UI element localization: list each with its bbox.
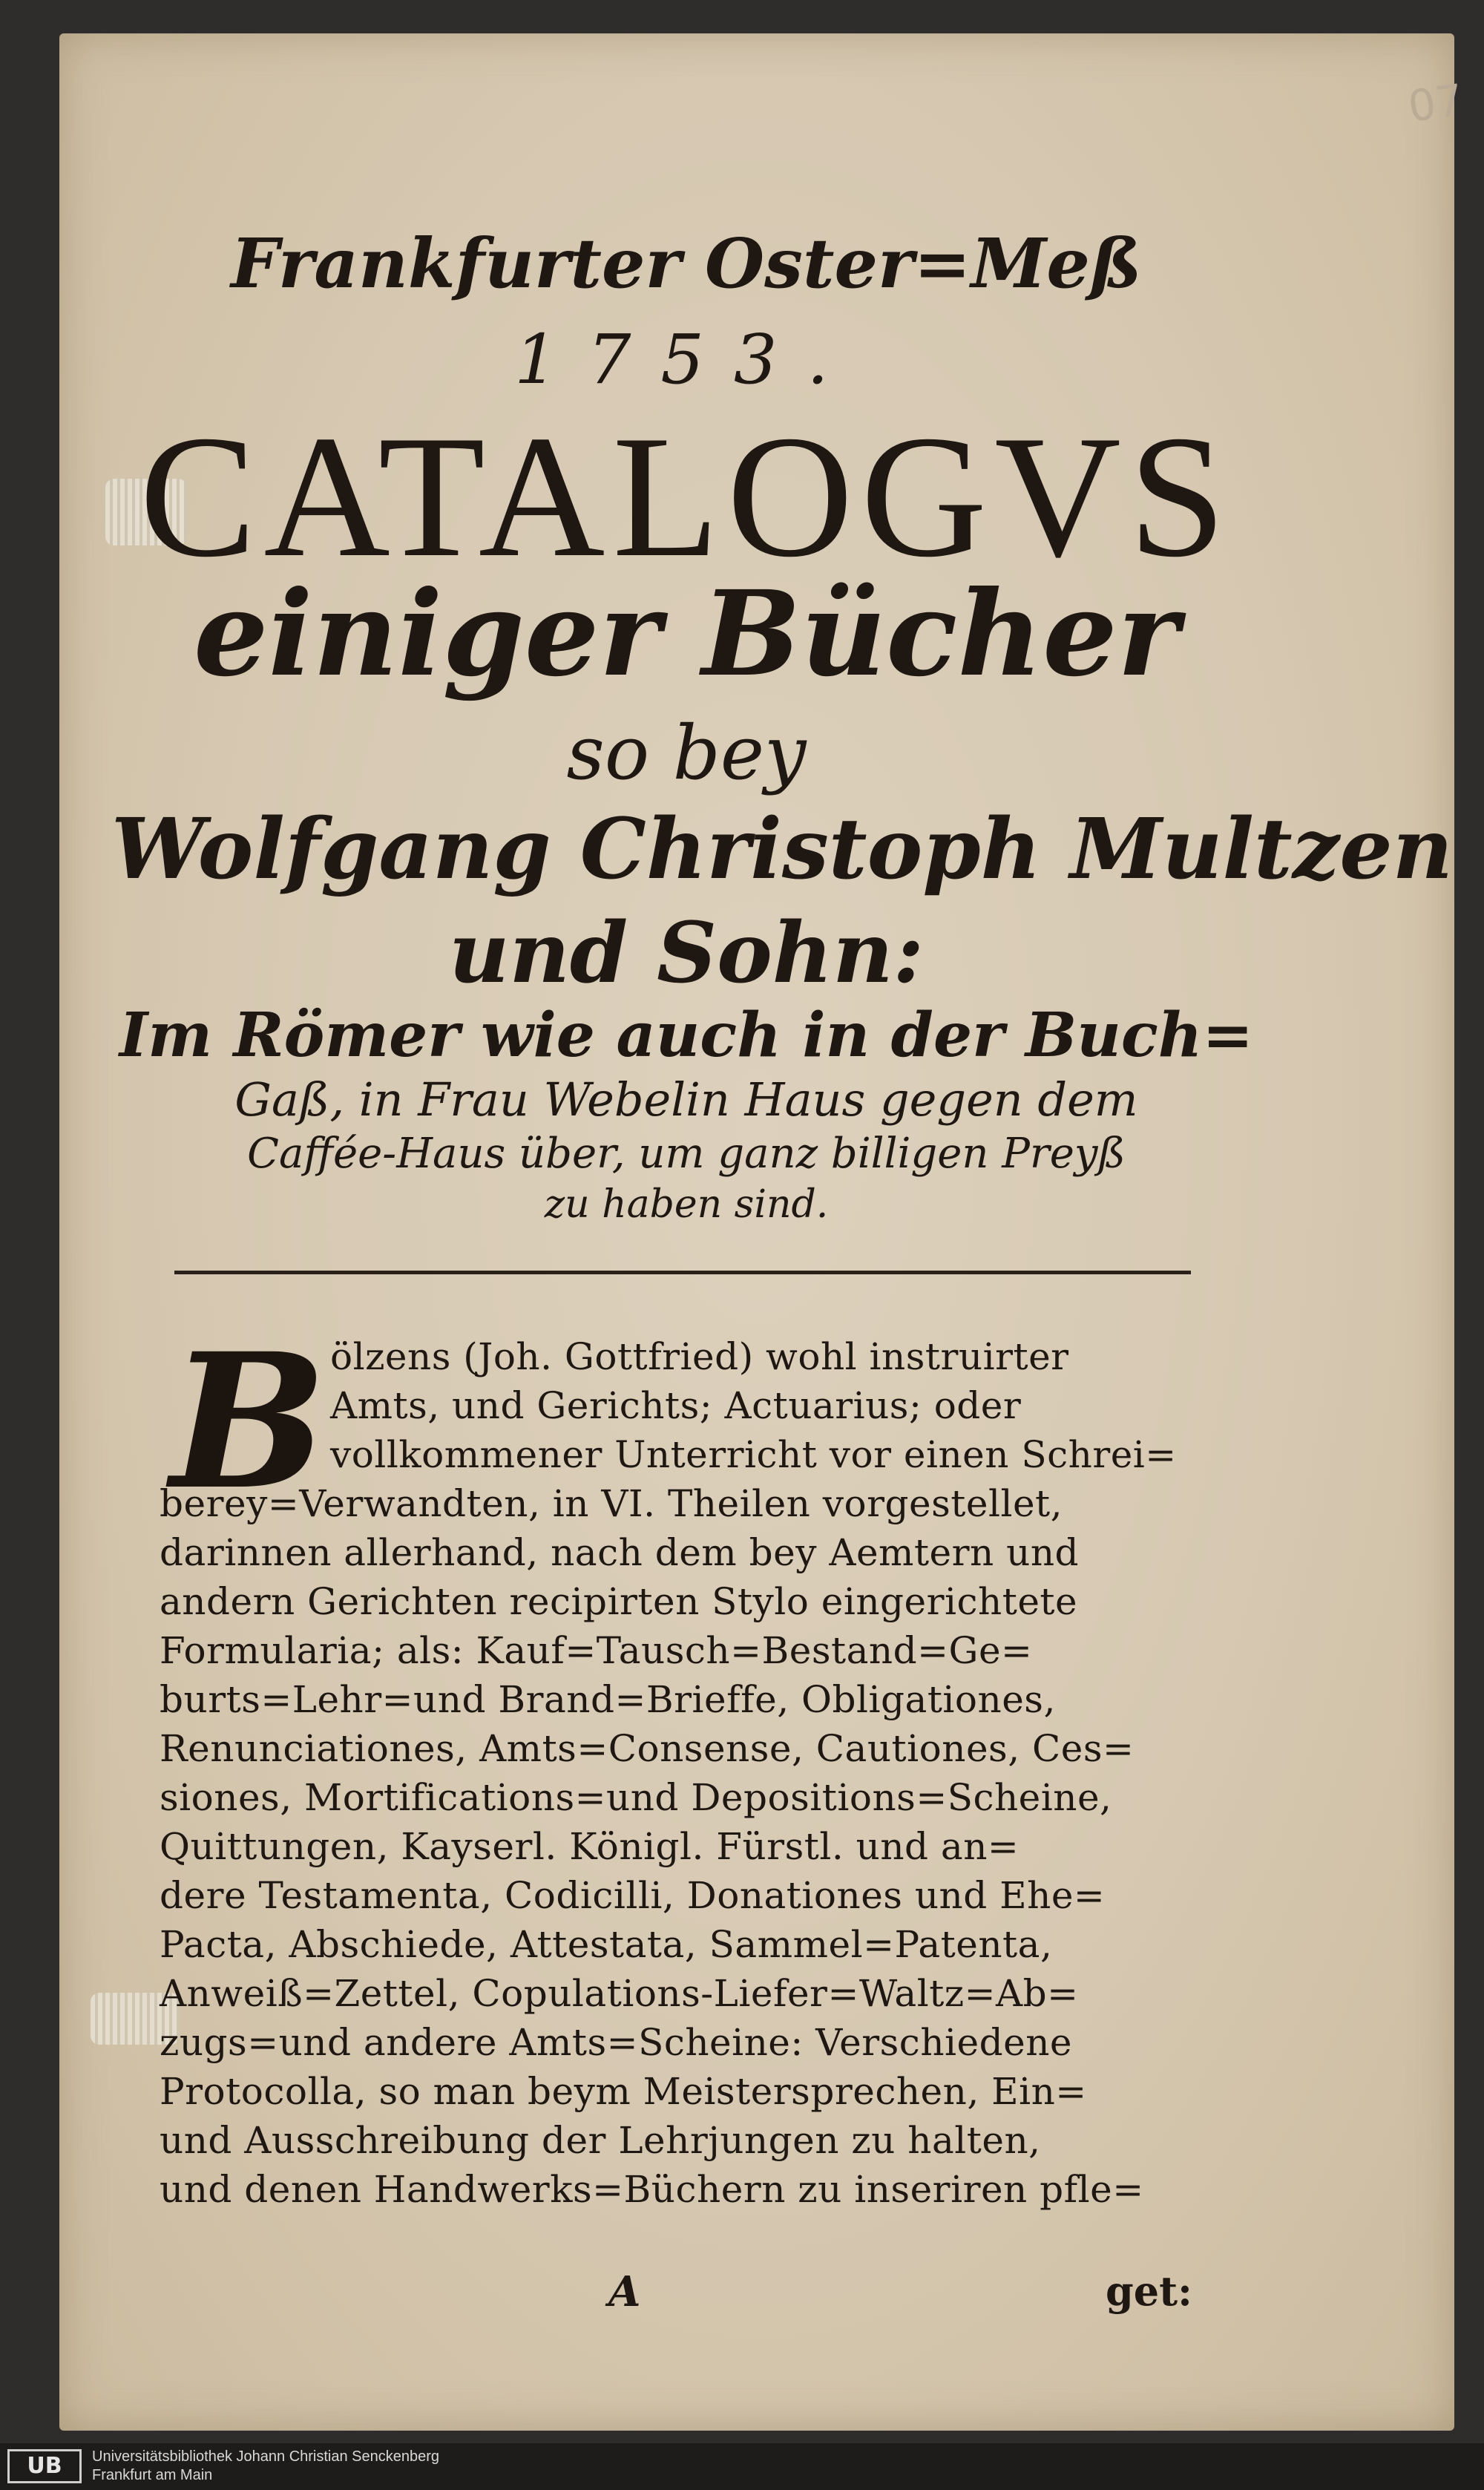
- catalog-subtitle: einiger Bücher: [194, 566, 1179, 703]
- library-footer: [0, 2443, 1484, 2490]
- signature-mark: A: [608, 2267, 641, 2316]
- entry-line: Pacta, Abschiede, Attestata, Sammel=Patenta,: [160, 1923, 1053, 1966]
- entry-line: ölzens (Joh. Gottfried) wohl instruirter: [330, 1335, 1069, 1378]
- entry-line: Quittungen, Kayserl. Königl. Fürstl. und an=: [160, 1825, 1020, 1868]
- year: 1753.: [514, 320, 858, 399]
- entry-line: Protocolla, so man beym Meistersprechen, Ein=: [160, 2070, 1087, 2113]
- entry-line: und Ausschreibung der Lehrjungen zu halten,: [160, 2119, 1041, 2162]
- entry-line: zugs=und andere Amts=Scheine: Verschiedene: [160, 2021, 1072, 2064]
- decorated-initial: B: [170, 1312, 327, 1530]
- entry-line: berey=Verwandten, in VI. Theilen vorgestellet,: [160, 1482, 1063, 1525]
- entry-line: Formularia; als: Kauf=Tausch=Bestand=Ge=: [160, 1629, 1033, 1672]
- entry-line: Amts, und Gerichts; Actuarius; oder: [330, 1384, 1022, 1427]
- entry-line: und denen Handwerks=Büchern zu inseriren pfle=: [160, 2168, 1144, 2211]
- archive-number: 07: [1405, 74, 1467, 132]
- institution-city: Frankfurt am Main: [92, 2467, 213, 2483]
- fair-title: Frankfurter Oster=Meß: [231, 223, 1142, 304]
- entry-line: Anweiß=Zettel, Copulations-Liefer=Waltz=Ab=: [160, 1972, 1079, 2015]
- institution-name: [92, 2448, 439, 2485]
- publisher-name: Wolfgang Christoph Multzen: [111, 801, 1454, 898]
- catalog-entry: [148, 1312, 1202, 2316]
- address-line: Im Römer wie auch in der Buch=: [119, 1000, 1254, 1071]
- entry-line: burts=Lehr=und Brand=Brieffe, Obligationes,: [160, 1678, 1056, 1721]
- catalog-title: CATALOGVS: [139, 400, 1234, 594]
- entry-line: dere Testamenta, Codicilli, Donationes und Ehe=: [160, 1874, 1106, 1917]
- address-line: zu haben sind.: [544, 1182, 829, 1227]
- entry-line: darinnen allerhand, nach dem bey Aemtern und: [160, 1531, 1080, 1574]
- section-divider: [174, 1271, 1191, 1274]
- address-line: Caffée-Haus über, um ganz billigen Preyß: [247, 1130, 1126, 1178]
- address-line: Gaß, in Frau Webelin Haus gegen dem: [234, 1072, 1138, 1127]
- institution-line: Universitätsbibliothek Johann Christian Senckenberg: [92, 2448, 440, 2465]
- entry-line: andern Gerichten recipirten Stylo eingerichtete: [160, 1580, 1078, 1623]
- entry-line: siones, Mortifications=und Depositions=Scheine,: [160, 1776, 1112, 1819]
- so-bey-line: so bey: [566, 710, 807, 796]
- entry-line: Renunciationes, Amts=Consense, Cautiones, Ces=: [160, 1727, 1135, 1770]
- entry-line: vollkommener Unterricht vor einen Schrei=: [330, 1433, 1177, 1476]
- publisher-name-continued: und Sohn:: [449, 905, 924, 1002]
- catchword: get:: [1106, 2267, 1192, 2315]
- ub-logo: UB: [7, 2449, 82, 2483]
